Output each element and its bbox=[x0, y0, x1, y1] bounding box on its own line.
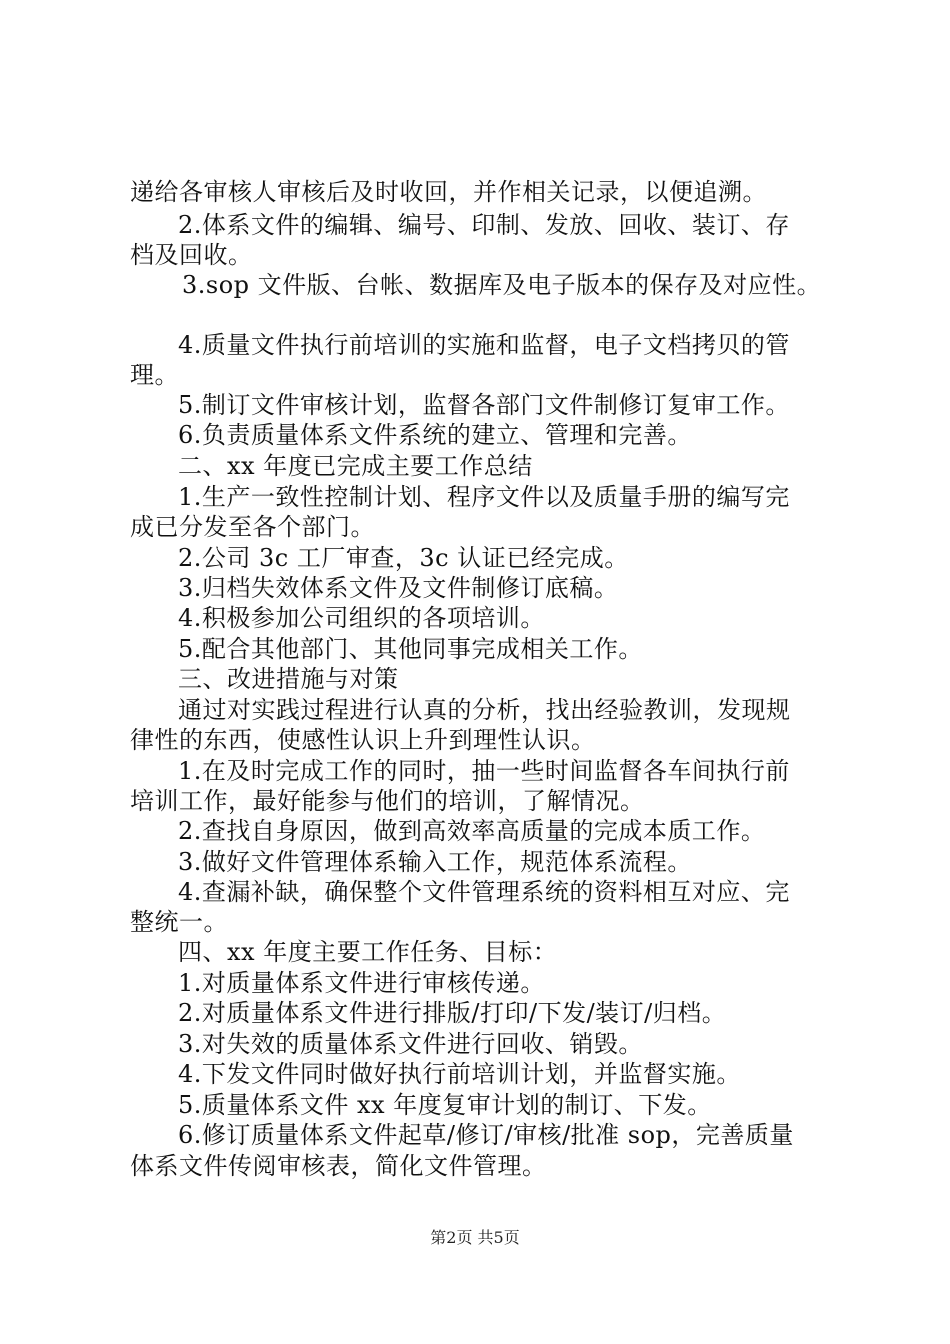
text-line: 律性的东西，使感性认识上升到理性认识。 bbox=[130, 726, 596, 754]
text-line: 1.对质量体系文件进行审核传递。 bbox=[178, 969, 545, 997]
text-line: 2.公司 3c 工厂审查，3c 认证已经完成。 bbox=[178, 544, 629, 572]
text-line: 1.生产一致性控制计划、程序文件以及质量手册的编写完 bbox=[178, 483, 790, 511]
section-heading: 三、改进措施与对策 bbox=[178, 665, 399, 693]
section-heading: 四、xx 年度主要工作任务、目标： bbox=[178, 938, 558, 966]
text-line: 理。 bbox=[130, 361, 179, 389]
text-line: 6.负责质量体系文件系统的建立、管理和完善。 bbox=[178, 421, 692, 449]
text-line: 4.质量文件执行前培训的实施和监督，电子文档拷贝的管 bbox=[178, 331, 790, 359]
text-line: 成已分发至各个部门。 bbox=[130, 513, 375, 541]
text-line: 递给各审核人审核后及时收回，并作相关记录，以便追溯。 bbox=[130, 178, 767, 206]
page-number: 第2页 共5页 bbox=[430, 1228, 520, 1247]
text-line: 2.体系文件的编辑、编号、印制、发放、回收、装订、存 bbox=[178, 211, 790, 239]
text-line: 体系文件传阅审核表，简化文件管理。 bbox=[130, 1152, 547, 1180]
text-line: 3.对失效的质量体系文件进行回收、销毁。 bbox=[178, 1030, 643, 1058]
text-line: 1.在及时完成工作的同时，抽一些时间监督各车间执行前 bbox=[178, 757, 790, 785]
text-line: 3.归档失效体系文件及文件制修订底稿。 bbox=[178, 574, 619, 602]
section-heading: 二、xx 年度已完成主要工作总结 bbox=[178, 452, 533, 480]
text-line: 4.查漏补缺，确保整个文件管理系统的资料相互对应、完 bbox=[178, 878, 790, 906]
text-line: 4.积极参加公司组织的各项培训。 bbox=[178, 604, 545, 632]
text-line: 4.下发文件同时做好执行前培训计划，并监督实施。 bbox=[178, 1060, 741, 1088]
text-line: 5.配合其他部门、其他同事完成相关工作。 bbox=[178, 635, 643, 663]
text-line: 2.查找自身原因，做到高效率高质量的完成本质工作。 bbox=[178, 817, 766, 845]
text-line: 通过对实践过程进行认真的分析，找出经验教训，发现规 bbox=[178, 696, 791, 724]
text-line: 整统一。 bbox=[130, 908, 228, 936]
text-line: 5.质量体系文件 xx 年度复审计划的制订、下发。 bbox=[178, 1091, 712, 1119]
text-line: 2.对质量体系文件进行排版/打印/下发/装订/归档。 bbox=[178, 999, 727, 1027]
text-line: 3.做好文件管理体系输入工作，规范体系流程。 bbox=[178, 848, 692, 876]
text-line: 培训工作，最好能参与他们的培训，了解情况。 bbox=[130, 787, 645, 815]
text-line: 3.sop 文件版、台帐、数据库及电子版本的保存及对应性。 bbox=[182, 271, 822, 299]
text-line: 档及回收。 bbox=[130, 241, 253, 269]
text-line: 5.制订文件审核计划，监督各部门文件制修订复审工作。 bbox=[178, 391, 790, 419]
text-line: 6.修订质量体系文件起草/修订/审核/批准 sop，完善质量 bbox=[178, 1121, 794, 1149]
